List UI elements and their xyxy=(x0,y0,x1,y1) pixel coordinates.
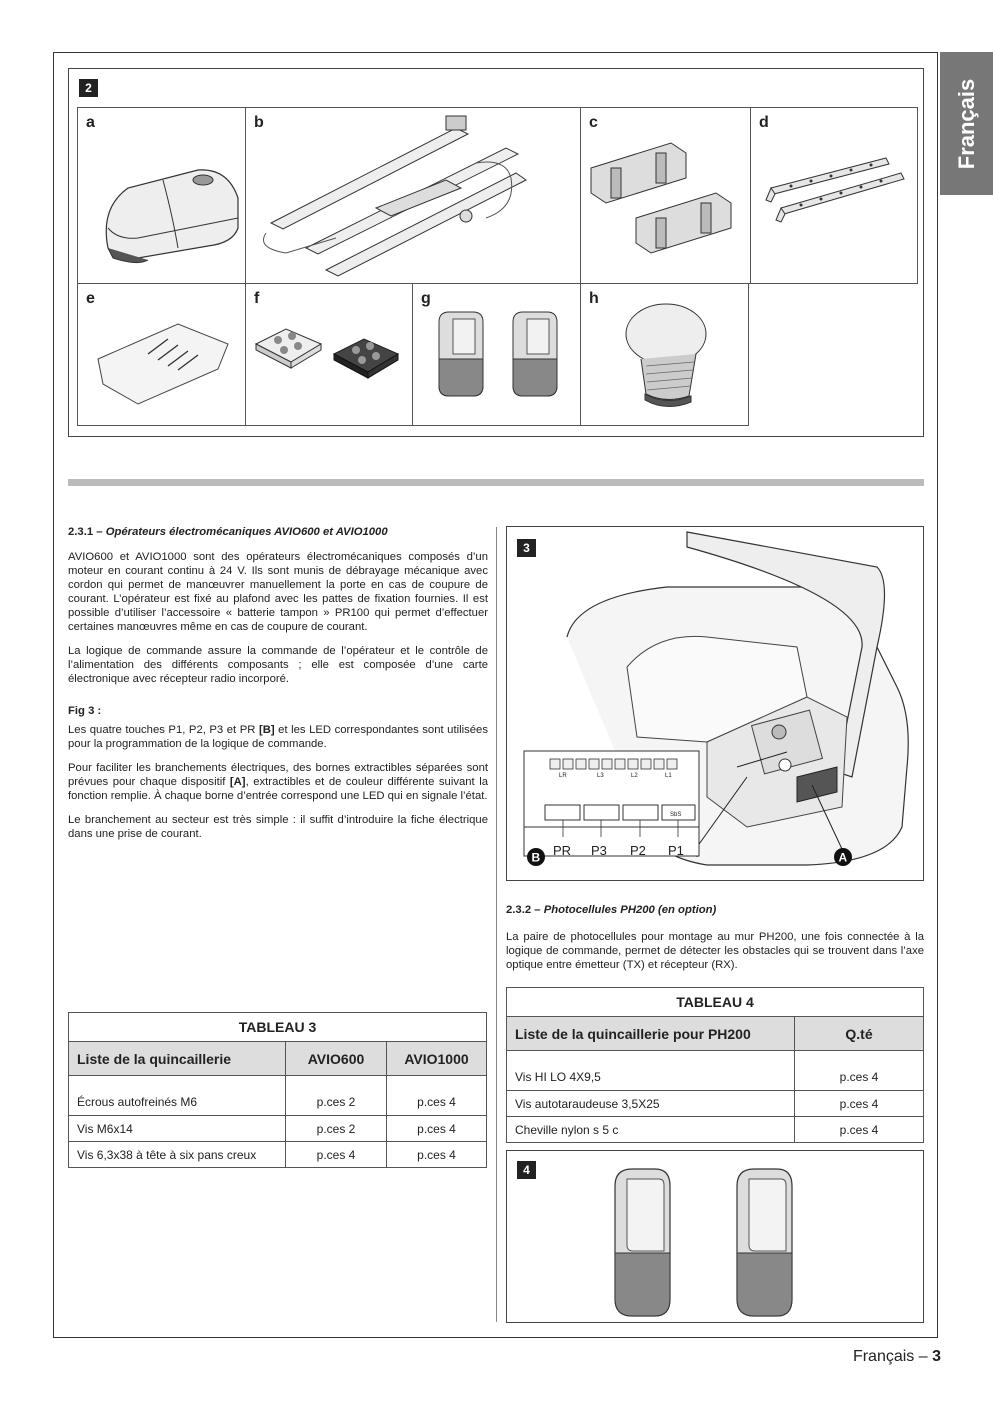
table-row xyxy=(69,1116,487,1142)
item-d-label: d xyxy=(759,114,769,131)
led-l1-label: L1 xyxy=(665,773,672,779)
table-cell: p.ces 4 xyxy=(795,1117,924,1143)
p3-text-end: et les LED correspondantes sont utilisées pour la programmation de la logique de commande. xyxy=(68,724,488,750)
callout-a: A xyxy=(838,850,848,865)
item-g-label: g xyxy=(421,290,431,307)
section-2-3-2-title: Photocellules PH200 (en option) xyxy=(543,904,717,916)
control-unit-illustration xyxy=(507,527,925,882)
section-2-3-2-heading xyxy=(506,903,924,917)
figure-4 xyxy=(506,1150,924,1323)
item-d-cell xyxy=(750,107,918,284)
table-row xyxy=(507,1091,924,1117)
table-3 xyxy=(68,1012,487,1168)
table-row xyxy=(69,1142,487,1168)
led-l2-label: L2 xyxy=(631,773,638,779)
column-divider xyxy=(496,527,497,1322)
rail-illustration xyxy=(246,108,582,285)
section-2-3-1-title: Opérateurs électromécaniques AVIO600 et AVIO1000 xyxy=(105,526,388,538)
table-4 xyxy=(506,987,924,1143)
item-f-cell xyxy=(245,283,413,426)
fixing-straps-illustration xyxy=(751,108,919,285)
footer-language: Français – xyxy=(852,1348,933,1365)
p3-text: Les quatre touches P1, P2, P3 et PR xyxy=(68,724,259,736)
item-a-cell xyxy=(77,107,246,284)
page-footer xyxy=(853,1348,941,1366)
table-cell: p.ces 4 xyxy=(795,1051,924,1091)
language-tab xyxy=(940,52,993,195)
section-2-3-1 xyxy=(68,525,488,851)
brackets-illustration xyxy=(581,108,752,285)
callout-b: B xyxy=(531,850,541,865)
table-3-header-avio1000: AVIO1000 xyxy=(387,1042,487,1076)
item-e-label: e xyxy=(86,290,95,307)
item-b-cell xyxy=(245,107,581,284)
photocells-ph200-illustration xyxy=(507,1151,925,1324)
item-c-cell xyxy=(580,107,751,284)
section-2-3-1-paragraph-4 xyxy=(68,761,488,803)
table-cell: p.ces 2 xyxy=(286,1116,387,1142)
table-row xyxy=(69,1076,487,1116)
item-g-cell xyxy=(412,283,581,426)
figure-2-number: 2 xyxy=(79,79,98,97)
p4-ref-a: [A] xyxy=(229,776,246,788)
item-f-label: f xyxy=(254,290,260,307)
table-cell: p.ces 4 xyxy=(286,1142,387,1168)
table-4-header-item: Liste de la quincaillerie pour PH200 xyxy=(507,1017,795,1051)
section-2-3-1-paragraph-1: AVIO600 et AVIO1000 sont des opérateurs électromécaniques composés d’un moteur en courant continu à 24 V. Ils sont munis de débrayage mécanique avec cordon qui permet de manœuvrer manuellement la porte en cas de coupure de courant. L’opérateur est fixé au plafond avec les pattes de fixation fournies. Il est possible d’utiliser l’accessoire « batterie tampon » PR100 qui permet d’effectuer certaines manœuvres même en cas de coupure de courant. xyxy=(68,551,488,633)
table-cell: Vis autotaraudeuse 3,5X25 xyxy=(507,1091,795,1117)
table-cell: Écrous autofreinés M6 xyxy=(69,1076,286,1116)
key-p3-label: P3 xyxy=(591,843,607,858)
section-2-3-1-heading xyxy=(68,525,488,539)
table-cell: Cheville nylon s 5 c xyxy=(507,1117,795,1143)
figure-3 xyxy=(506,526,924,881)
section-2-3-1-paragraph-5: Le branchement au secteur est très simple : il suffit d’introduire la fiche électrique dans une prise de courant. xyxy=(68,814,488,840)
item-h-cell xyxy=(580,283,749,426)
table-cell: p.ces 4 xyxy=(387,1076,487,1116)
section-2-3-2 xyxy=(506,903,924,972)
operator-unit-illustration xyxy=(78,108,247,285)
section-2-3-2-number: 2.3.2 – xyxy=(506,904,541,916)
table-cell: Vis HI LO 4X9,5 xyxy=(507,1051,795,1091)
figure-3-number: 3 xyxy=(517,539,536,557)
item-e-cell xyxy=(77,283,246,426)
p4-text: Pour faciliter les branchements électriques, des bornes extractibles séparées sont prévues pour chaque dispositif xyxy=(68,762,488,788)
section-2-3-1-paragraph-2: La logique de commande assure la commande de l’opérateur et le contrôle de l’alimentation des différents composants ; elle est composée d’une carte électronique avec récepteur radio incorporé. xyxy=(68,645,488,685)
table-cell: Vis 6,3x38 à tête à six pans creux xyxy=(69,1142,286,1168)
photocells-illustration xyxy=(413,284,582,427)
item-b-label: b xyxy=(254,114,264,131)
table-cell: p.ces 2 xyxy=(286,1076,387,1116)
key-p1-label: P1 xyxy=(668,843,684,858)
table-cell: Vis M6x14 xyxy=(69,1116,286,1142)
table-4-title: TABLEAU 4 xyxy=(507,988,924,1017)
table-3-header-avio600: AVIO600 xyxy=(286,1042,387,1076)
flashing-light-illustration xyxy=(581,284,750,427)
table-cell: p.ces 4 xyxy=(387,1142,487,1168)
table-row xyxy=(507,1117,924,1143)
key-pr-label: PR xyxy=(553,843,572,858)
table-cell: p.ces 4 xyxy=(795,1091,924,1117)
p4-text-end: , extractibles et de couleur différente suivant la fonction remplie. À chaque borne d’entrée correspond une LED qui en signale l’état. xyxy=(68,776,488,802)
page-number: 3 xyxy=(932,1348,941,1365)
led-l3-label: L3 xyxy=(597,773,604,779)
hardware-bag-illustration xyxy=(78,284,247,427)
figure-2 xyxy=(68,68,924,437)
led-lr-label: LR xyxy=(559,773,567,779)
remote-controls-illustration xyxy=(246,284,414,427)
table-row xyxy=(507,1051,924,1091)
item-c-label: c xyxy=(589,114,598,131)
table-3-title: TABLEAU 3 xyxy=(69,1013,487,1042)
table-cell: p.ces 4 xyxy=(387,1116,487,1142)
p3-ref-b: [B] xyxy=(258,724,275,736)
sbs-button-label: SbS xyxy=(670,812,682,818)
fig-3-heading: Fig 3 : xyxy=(68,705,102,717)
section-2-3-1-number: 2.3.1 – xyxy=(68,526,103,538)
section-2-3-1-paragraph-3 xyxy=(68,723,488,751)
language-tab-label: Français xyxy=(953,78,979,169)
table-4-header-qty: Q.té xyxy=(795,1017,924,1051)
item-a-label: a xyxy=(86,114,95,131)
figure-4-number: 4 xyxy=(517,1161,536,1179)
item-h-label: h xyxy=(589,290,599,307)
key-p2-label: P2 xyxy=(630,843,646,858)
table-3-header-item: Liste de la quincaillerie xyxy=(69,1042,286,1076)
section-divider xyxy=(68,479,924,486)
section-2-3-2-paragraph: La paire de photocellules pour montage au mur PH200, une fois connectée à la logique de commande, permet de détecter les obstacles qui se trouvent dans l’axe optique entre émetteur (TX) et récepteur (RX). xyxy=(506,931,924,971)
